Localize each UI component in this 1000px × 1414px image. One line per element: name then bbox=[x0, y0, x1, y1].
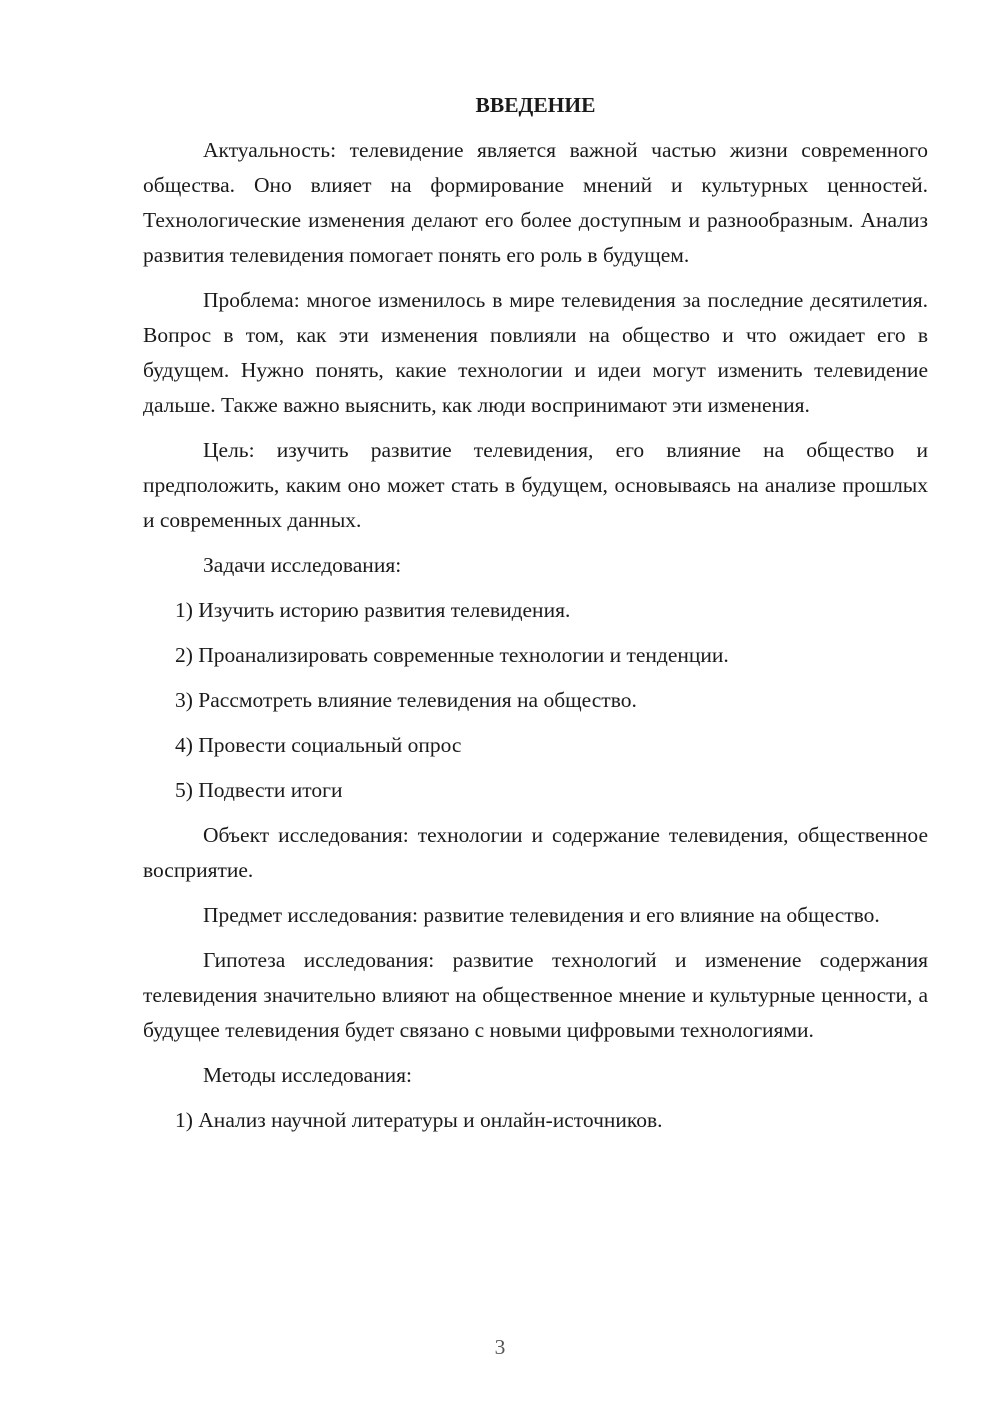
task-item-3: 3) Рассмотреть влияние телевидения на общество. bbox=[175, 688, 637, 712]
problem-paragraph: Проблема: многое изменилось в мире телевидения за последние десятилетия. Вопрос в том, как эти изменения повлияли на общество и что ожидает его в будущем. Нужно понять, какие технологии и идеи могут изменить телевидение дальше. Также важно выяснить, как люди воспринимают эти изменения. bbox=[143, 288, 928, 417]
document-title: ВВЕДЕНИЕ bbox=[475, 93, 596, 117]
task-item-1: 1) Изучить историю развития телевидения. bbox=[175, 598, 571, 622]
task-item-5: 5) Подвести итоги bbox=[175, 778, 343, 802]
object-paragraph: Объект исследования: технологии и содержание телевидения, общественное восприятие. bbox=[143, 823, 928, 882]
tasks-heading: Задачи исследования: bbox=[203, 553, 402, 577]
task-item-4: 4) Провести социальный опрос bbox=[175, 733, 462, 757]
goal-paragraph: Цель: изучить развитие телевидения, его влияние на общество и предположить, каким оно может стать в будущем, основываясь на анализе прошлых и современных данных. bbox=[143, 438, 928, 532]
page-number: 3 bbox=[494, 1335, 506, 1359]
hypothesis-paragraph: Гипотеза исследования: развитие технологий и изменение содержания телевидения значительно влияют на общественное мнение и культурные ценности, а будущее телевидения будет связано с новыми цифровыми технологиями. bbox=[143, 948, 928, 1042]
document-page bbox=[143, 88, 928, 1148]
methods-heading: Методы исследования: bbox=[203, 1063, 412, 1087]
relevance-paragraph: Актуальность: телевидение является важной частью жизни современного общества. Оно влияет на формирование мнений и культурных ценностей. Технологические изменения делают его более доступным и разнообразным. Анализ развития телевидения помогает понять его роль в будущем. bbox=[143, 138, 928, 267]
task-item-2: 2) Проанализировать современные технологии и тенденции. bbox=[175, 643, 729, 667]
method-item-1: 1) Анализ научной литературы и онлайн-источников. bbox=[175, 1108, 663, 1132]
subject-paragraph: Предмет исследования: развитие телевидения и его влияние на общество. bbox=[203, 903, 880, 927]
